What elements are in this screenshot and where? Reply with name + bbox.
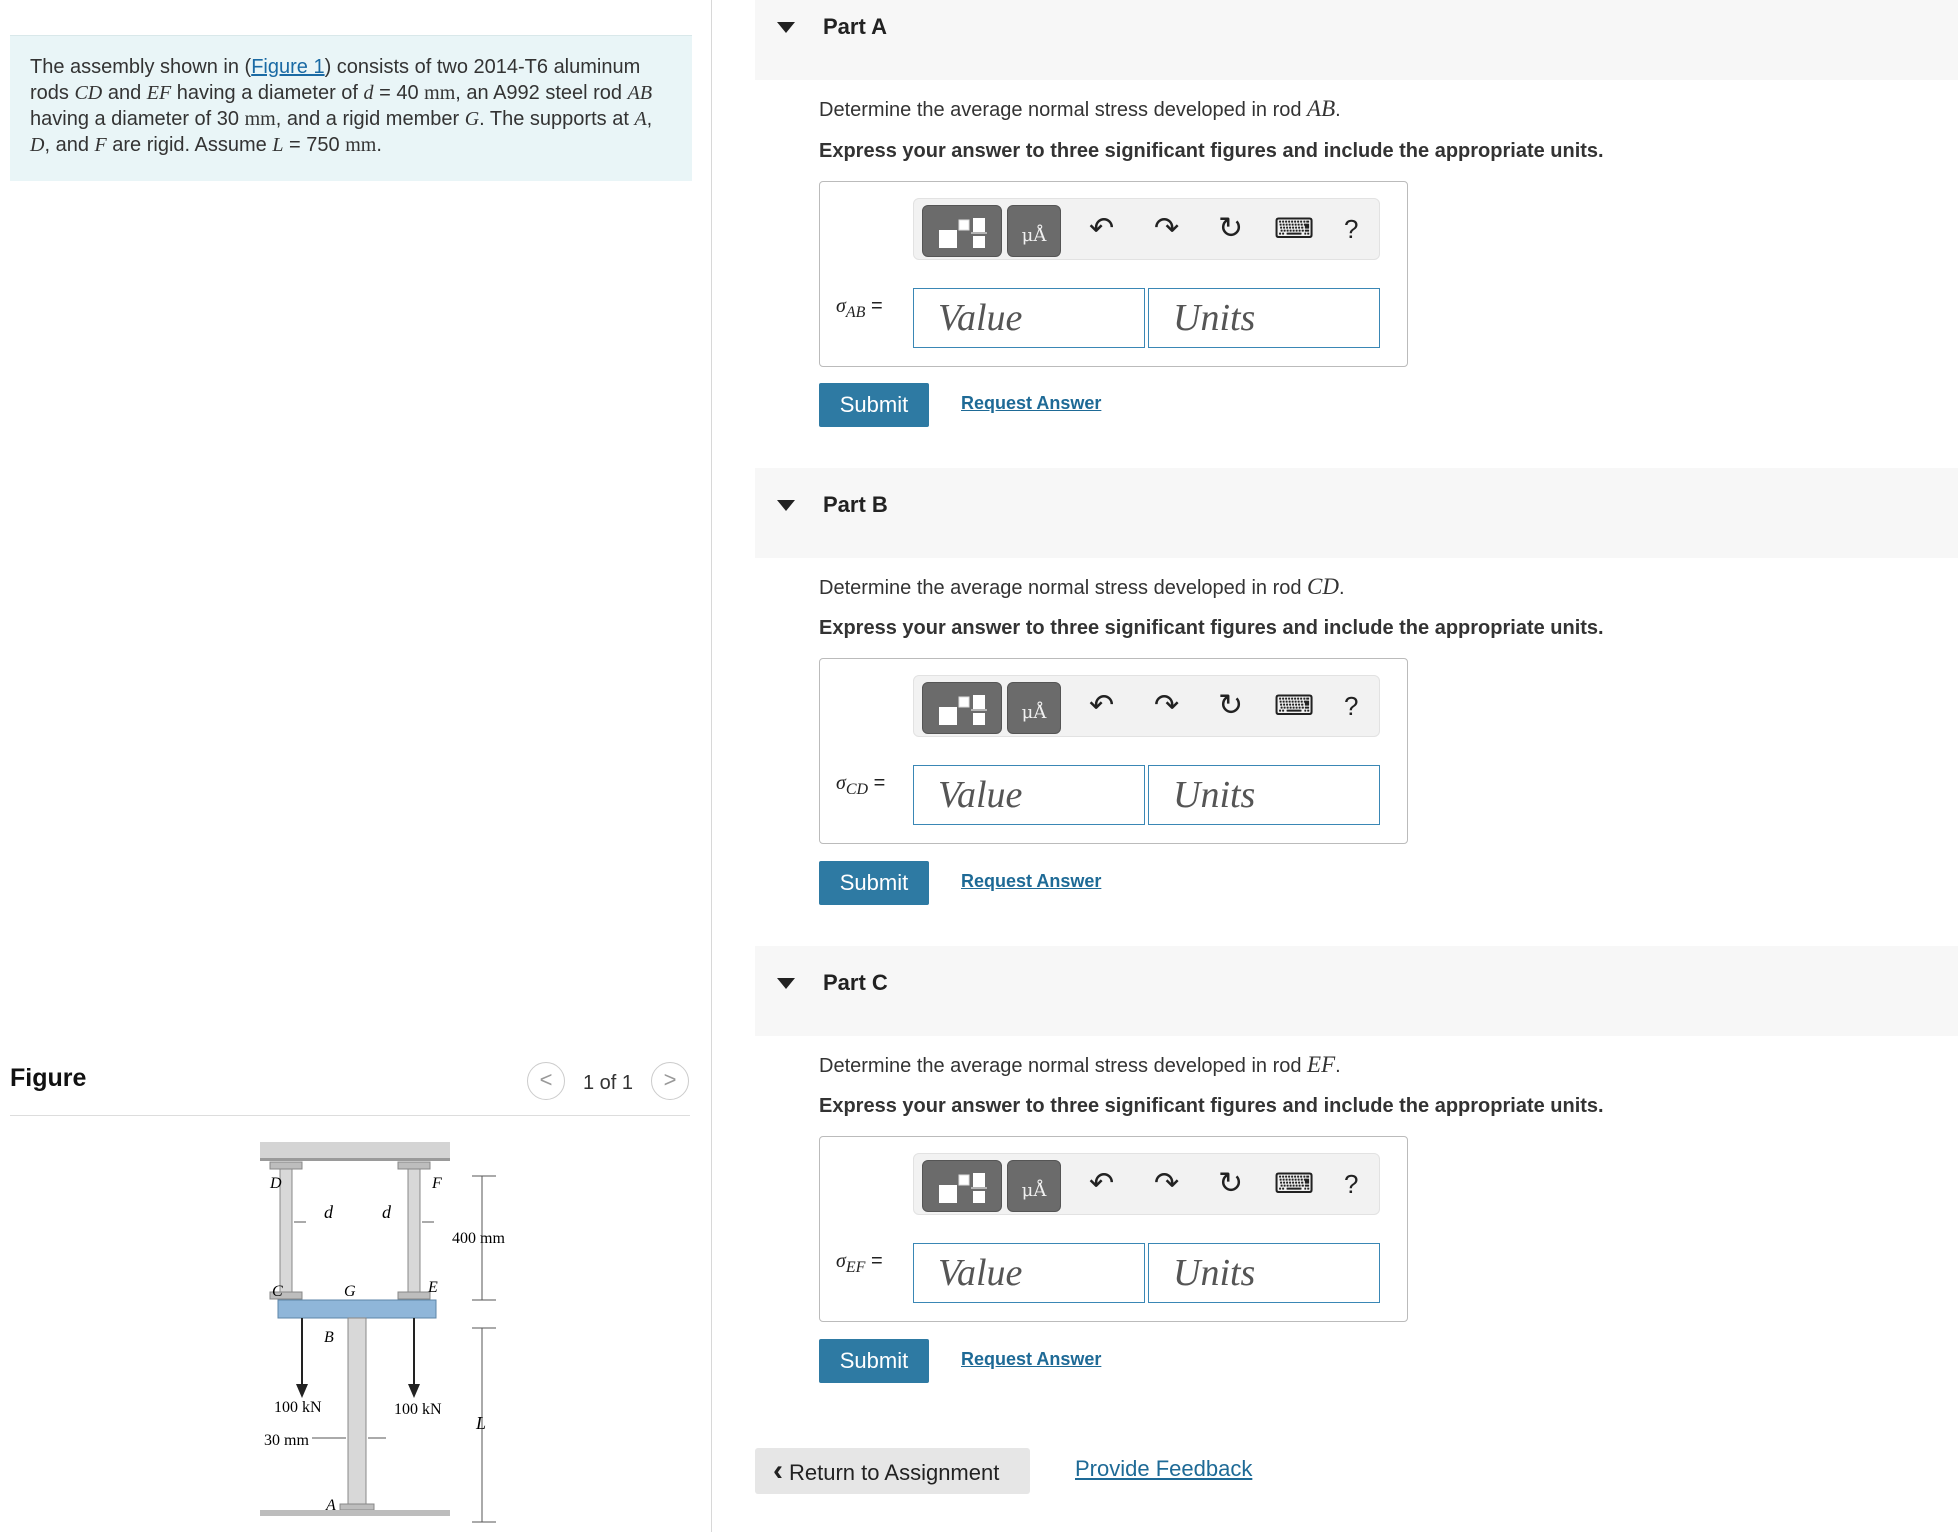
label-e-point: E [428, 1279, 438, 1296]
rod-cd [280, 1168, 292, 1296]
sigma-cd-label [836, 772, 885, 799]
chevron-right-icon: > [663, 1067, 677, 1092]
part-a-header[interactable] [755, 0, 1958, 80]
help-icon[interactable]: ? [1344, 214, 1359, 244]
help-icon[interactable]: ? [1344, 1169, 1359, 1199]
caret-down-icon [777, 500, 795, 511]
problem-text: having a diameter of [171, 82, 364, 104]
equals-sign: = [865, 1250, 883, 1272]
question-text: Determine the average normal stress developed in rod [819, 577, 1308, 599]
part-c-question [819, 1052, 1341, 1078]
part-a-submit-button[interactable]: Submit [819, 383, 929, 427]
templates-icon [923, 206, 1003, 258]
equals-sign: = [865, 295, 883, 317]
left-pane [0, 0, 712, 1532]
part-b-question [819, 574, 1345, 600]
figure-header [10, 1058, 690, 1116]
part-b-header[interactable] [755, 468, 1958, 558]
label-load-left: 100 kN [274, 1399, 322, 1416]
reset-icon[interactable]: ↻ [1218, 212, 1244, 245]
label-d-diameter-right: d [382, 1202, 391, 1222]
units-input[interactable]: Units [1148, 1243, 1380, 1303]
value-input[interactable]: Value [913, 765, 1145, 825]
part-a-request-answer-link[interactable]: Request Answer [961, 393, 1102, 413]
label-30mm: 30 mm [264, 1432, 309, 1449]
units-symbol-button[interactable] [1007, 1160, 1061, 1212]
label-load-right: 100 kN [394, 1401, 442, 1418]
label-400mm: 400 mm [452, 1230, 505, 1247]
problem-text: , an A992 steel rod [455, 82, 628, 104]
part-c-request-answer-link[interactable]: Request Answer [961, 1349, 1102, 1369]
keyboard-icon[interactable]: ⌨ [1274, 1168, 1315, 1199]
question-text: . [1335, 99, 1341, 121]
top-support [260, 1142, 450, 1160]
symbol-d-support: D [30, 134, 45, 156]
symbol-cd: CD [74, 82, 103, 104]
template-button[interactable] [922, 1160, 1002, 1212]
part-c-header[interactable] [755, 946, 1958, 1036]
problem-text: . [376, 134, 382, 156]
caret-down-icon [777, 22, 795, 33]
part-b-answer-box [819, 658, 1408, 844]
sigma-subscript: CD [845, 781, 869, 798]
value-input[interactable]: Value [913, 1243, 1145, 1303]
symbol-rod: CD [1307, 574, 1339, 599]
load-arrowhead-left [296, 1384, 308, 1398]
symbol-rod: AB [1307, 96, 1336, 121]
label-g-member: G [344, 1283, 356, 1300]
redo-icon[interactable]: ↷ [1154, 212, 1180, 245]
figure-link[interactable]: Figure 1 [251, 56, 325, 78]
units-icon: μÅ [1021, 1180, 1047, 1201]
rod-ef [408, 1168, 420, 1296]
rod-ab-base-collar [340, 1504, 374, 1510]
figure-pager: 1 of 1 [583, 1072, 634, 1094]
units-input[interactable]: Units [1148, 765, 1380, 825]
label-d-point: D [270, 1175, 282, 1192]
units-symbol-button[interactable] [1007, 205, 1061, 257]
equals-sign: = [868, 772, 886, 794]
return-label: Return to Assignment [789, 1460, 1000, 1485]
reset-icon[interactable]: ↻ [1218, 689, 1244, 722]
sigma-subscript: EF [845, 1259, 866, 1276]
part-b-submit-button[interactable]: Submit [819, 861, 929, 905]
units-icon: μÅ [1021, 225, 1047, 246]
symbol-g: G [464, 108, 480, 130]
caret-down-icon [777, 978, 795, 989]
sigma-ab-label [836, 295, 883, 322]
problem-text: = 40 [373, 82, 425, 104]
problem-text: , [646, 108, 653, 130]
label-f-point: F [432, 1175, 442, 1192]
units-icon: μÅ [1021, 702, 1047, 723]
unit-mm: mm [244, 108, 276, 130]
symbol-ef: EF [146, 82, 172, 104]
symbol-rod: EF [1307, 1052, 1336, 1077]
rod-cd-top-collar [270, 1162, 302, 1169]
question-text: . [1339, 577, 1345, 599]
part-b-title: Part B [823, 492, 888, 517]
units-symbol-button[interactable] [1007, 682, 1061, 734]
problem-text: . The supports at [479, 108, 635, 130]
keyboard-icon[interactable]: ⌨ [1274, 213, 1315, 244]
templates-icon [923, 683, 1003, 735]
part-c-submit-button[interactable]: Submit [819, 1339, 929, 1383]
question-text: Determine the average normal stress developed in rod [819, 99, 1308, 121]
unit-mm: mm [345, 134, 377, 156]
part-c-answer-box [819, 1136, 1408, 1322]
chevron-left-icon: ‹ [773, 1454, 783, 1487]
part-a-question [819, 96, 1341, 122]
part-b-request-answer-link[interactable]: Request Answer [961, 871, 1102, 891]
label-c-point: C [272, 1283, 283, 1300]
value-input[interactable]: Value [913, 288, 1145, 348]
label-d-diameter-left: d [324, 1202, 333, 1222]
symbol-d: d [363, 82, 374, 104]
problem-text: The assembly shown in ( [30, 56, 252, 78]
undo-icon[interactable]: ↶ [1089, 212, 1115, 245]
figure-title: Figure [10, 1064, 87, 1092]
rod-ef-top-collar [398, 1162, 430, 1169]
provide-feedback-link[interactable]: Provide Feedback [1075, 1456, 1253, 1481]
part-a-instruction: Express your answer to three significant figures and include the appropriate units. [819, 140, 1604, 162]
units-input[interactable]: Units [1148, 288, 1380, 348]
sigma-symbol: σ [836, 1250, 846, 1272]
problem-text: and [102, 82, 147, 104]
problem-text: = 750 [283, 134, 346, 156]
reset-icon[interactable]: ↻ [1218, 1167, 1244, 1200]
chevron-left-icon: < [539, 1067, 553, 1092]
symbol-f: F [94, 134, 107, 156]
label-l-length: L [476, 1413, 487, 1433]
keyboard-icon[interactable]: ⌨ [1274, 690, 1315, 721]
label-a-point: A [326, 1497, 336, 1514]
math-toolbar [913, 1153, 1380, 1215]
part-a-answer-box [819, 181, 1408, 367]
part-c-title: Part C [823, 970, 888, 995]
math-toolbar [913, 198, 1380, 260]
next-figure-button[interactable] [651, 1062, 689, 1100]
help-icon[interactable]: ? [1344, 691, 1359, 721]
problem-text: , and a rigid member [275, 108, 465, 130]
sigma-symbol: σ [836, 295, 846, 317]
undo-icon[interactable]: ↶ [1089, 689, 1115, 722]
rod-ef-bottom-collar [398, 1292, 430, 1299]
problem-statement [10, 35, 692, 181]
symbol-a: A [634, 108, 647, 130]
symbol-l: L [272, 134, 284, 156]
rigid-member-g [278, 1300, 436, 1318]
part-a-title: Part A [823, 14, 887, 39]
problem-text: , and [44, 134, 95, 156]
bottom-support [260, 1510, 450, 1516]
problem-text: ) consists of two 2014-T6 aluminum rods [30, 56, 641, 104]
redo-icon[interactable]: ↷ [1154, 1167, 1180, 1200]
problem-text: having a diameter of 30 [30, 108, 245, 130]
question-text: . [1335, 1055, 1341, 1077]
symbol-ab: AB [627, 82, 653, 104]
sigma-symbol: σ [836, 772, 846, 794]
template-button[interactable] [922, 682, 1002, 734]
undo-icon[interactable]: ↶ [1089, 1167, 1115, 1200]
part-c-instruction: Express your answer to three significant figures and include the appropriate units. [819, 1095, 1604, 1117]
label-b-point: B [324, 1329, 334, 1346]
problem-text: are rigid. Assume [106, 134, 273, 156]
load-arrowhead-right [408, 1384, 420, 1398]
redo-icon[interactable]: ↷ [1154, 689, 1180, 722]
assembly-figure [250, 1132, 550, 1532]
math-toolbar [913, 675, 1380, 737]
rod-ab [348, 1318, 366, 1508]
template-button[interactable] [922, 205, 1002, 257]
part-b-instruction: Express your answer to three significant figures and include the appropriate units. [819, 617, 1604, 639]
templates-icon [923, 1161, 1003, 1213]
unit-mm: mm [424, 82, 456, 104]
sigma-subscript: AB [845, 304, 866, 321]
prev-figure-button[interactable] [527, 1062, 565, 1100]
question-text: Determine the average normal stress developed in rod [819, 1055, 1308, 1077]
top-support-edge [260, 1158, 450, 1161]
return-to-assignment-button[interactable] [755, 1448, 1030, 1494]
sigma-ef-label [836, 1250, 883, 1277]
